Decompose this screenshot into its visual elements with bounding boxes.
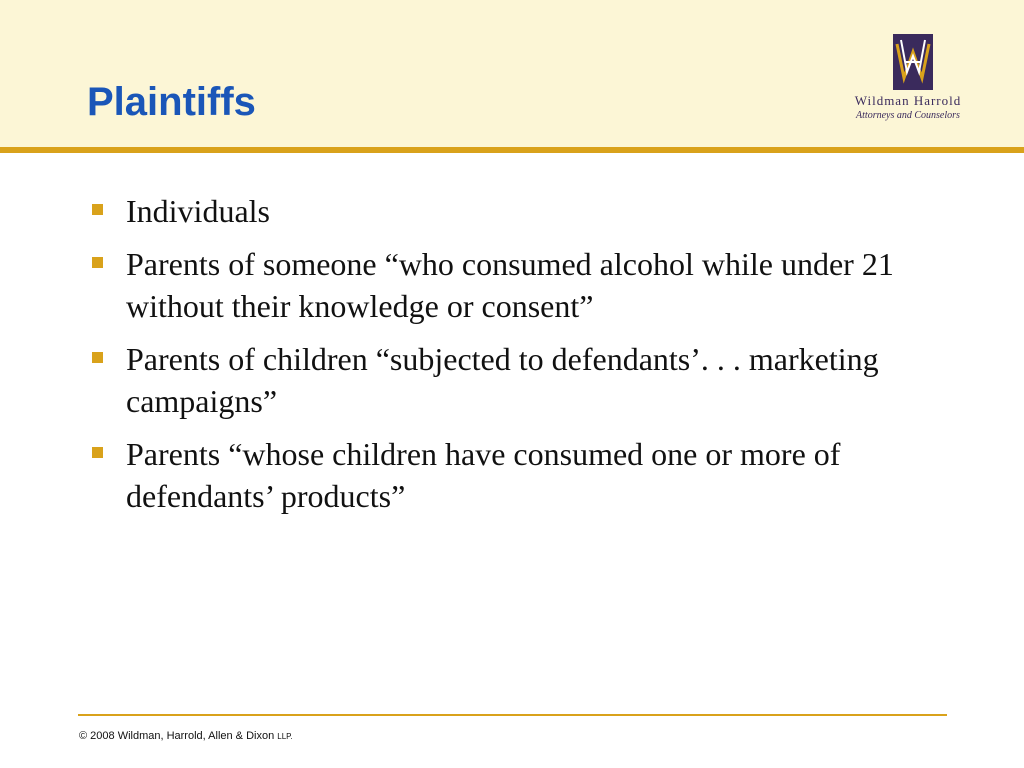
bullet-text: Individuals	[126, 193, 270, 229]
bullet-item	[90, 190, 950, 232]
copyright-text: © 2008 Wildman, Harrold, Allen & Dixon	[79, 730, 278, 742]
square-bullet-icon	[92, 204, 103, 215]
bullet-text: Parents of someone “who consumed alcohol while under 21 without their knowledge or consent”	[126, 246, 894, 324]
bullet-item	[90, 433, 950, 517]
footer-copyright	[79, 730, 293, 742]
logo-name: Wildman Harrold	[854, 93, 962, 108]
slide-title: Plaintiffs	[87, 80, 256, 124]
copyright-suffix: LLP.	[277, 732, 293, 741]
bullet-text: Parents of children “subjected to defendants’. . . marketing campaigns”	[126, 341, 879, 419]
bullet-item	[90, 338, 950, 422]
logo-monogram-icon	[893, 34, 933, 90]
bullet-list	[90, 190, 950, 528]
bullet-item	[90, 243, 950, 327]
header-divider	[0, 147, 1024, 153]
square-bullet-icon	[92, 352, 103, 363]
footer-divider	[78, 714, 947, 716]
company-logo	[836, 32, 980, 128]
square-bullet-icon	[92, 447, 103, 458]
bullet-text: Parents “whose children have consumed one or more of defendants’ products”	[126, 436, 841, 514]
logo-tagline: Attorneys and Counselors	[856, 110, 960, 121]
square-bullet-icon	[92, 257, 103, 268]
